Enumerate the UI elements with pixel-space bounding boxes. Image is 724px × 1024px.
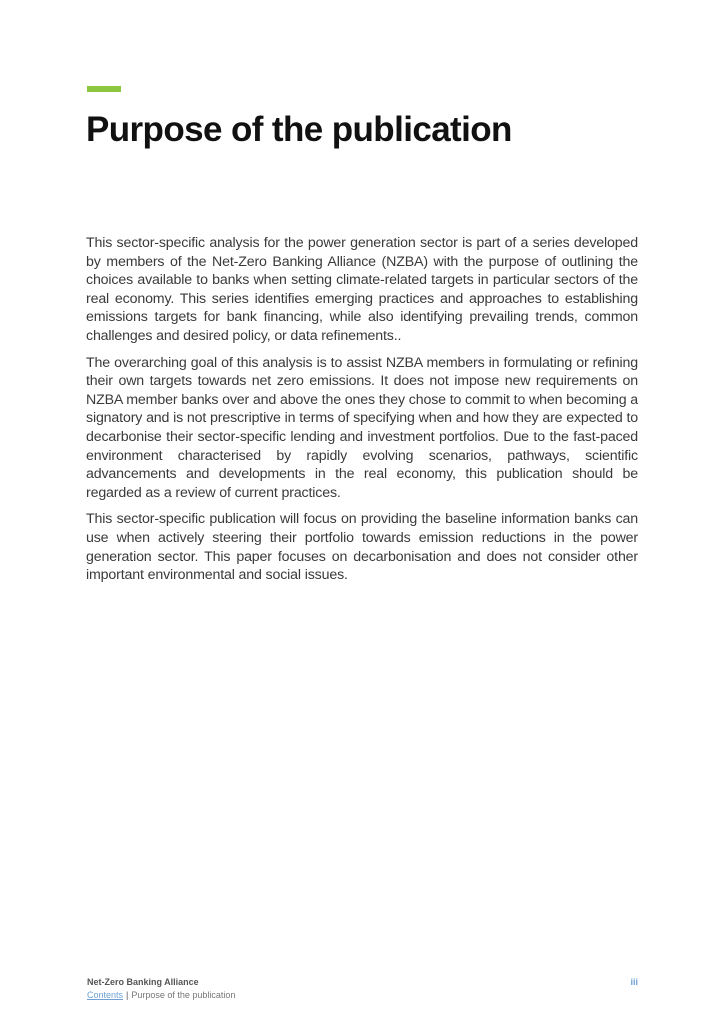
- body-content: [86, 234, 638, 593]
- footer-breadcrumb: [87, 989, 638, 1002]
- page-title: Purpose of the publication: [86, 110, 512, 149]
- page-footer: [87, 976, 638, 1002]
- contents-link[interactable]: Contents: [87, 990, 124, 1000]
- footer-separator: |: [126, 990, 129, 1000]
- page-number: iii: [630, 977, 638, 987]
- paragraph-1: This sector-specific analysis for the power generation sector is part of a series developed by members of the Net-Zero Banking Alliance (NZBA) with the purpose of outlining the choices available to banks when setting climate-related targets in particular sectors of the real economy. This series identifies emerging practices and approaches to establishing emissions targets for bank financing, while also identifying prevailing trends, common challenges and desired policy, or data refinements..: [86, 235, 638, 344]
- title-accent-bar: [87, 86, 121, 92]
- paragraph-2: The overarching goal of this analysis is to assist NZBA members in formulating or refining their own targets towards net zero emissions. It does not impose new requirements on NZBA member banks over and above the ones they chose to commit to when becoming a signatory and is not prescriptive in terms of specifying when and how they are expected to decarbonise their sector-specific lending and investment portfolios. Due to the fast-paced environment characterised by rapidly evolving scenarios, pathways, scientific advancements and developments in the real economy, this publication should be regarded as a review of current practices.: [86, 354, 638, 501]
- footer-organization: Net-Zero Banking Alliance: [87, 977, 199, 987]
- footer-section-title: Purpose of the publication: [131, 990, 236, 1000]
- paragraph-3: This sector-specific publication will focus on providing the baseline information banks can use when actively steering their portfolio towards emission reductions in the power generation sector. This paper focuses on decarbonisation and does not consider other important environmental and social issues.: [86, 511, 638, 584]
